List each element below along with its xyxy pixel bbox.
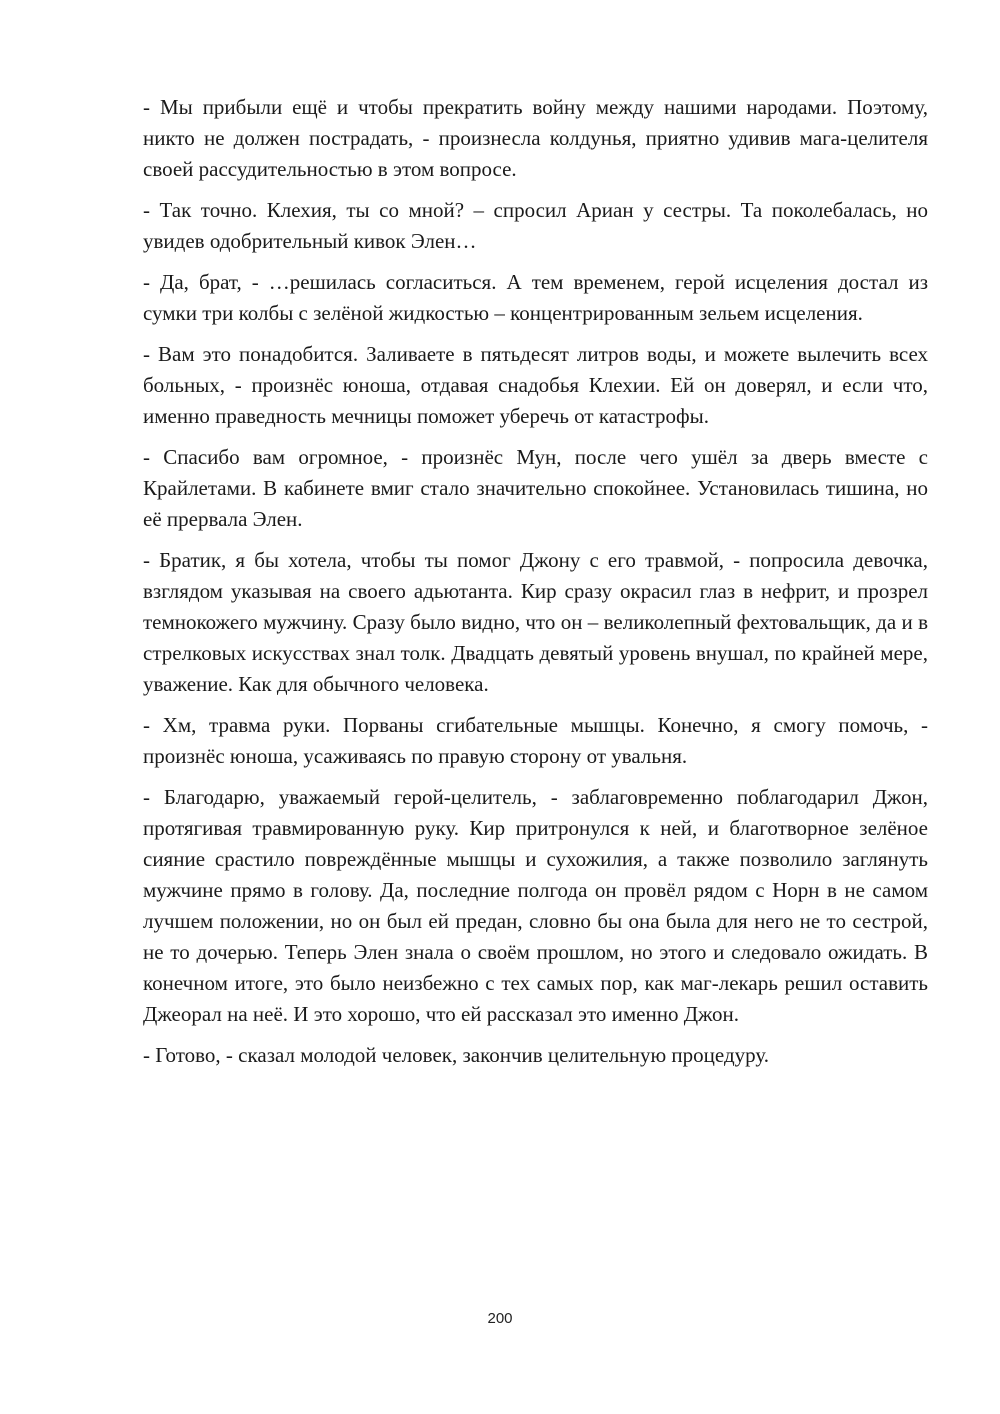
paragraph-7: - Хм, травма руки. Порваны сгибательные мышцы. Конечно, я смогу помочь, - произнёс юноша, усаживаясь по правую сторону от увальня. — [143, 713, 928, 768]
paragraph-8: - Благодарю, уважаемый герой-целитель, - заблаговременно поблагодарил Джон, протягивая травмированную руку. Кир притронулся к ней, и благотворное зелёное сияние срастило повреждённые мышцы и сухожилия, а также позволило заглянуть мужчине прямо в голову. Да, последние полгода он провёл рядом с Норн в не самом лучшем положении, но он был ей предан, словно бы она была для него не то сестрой, не то дочерью. Теперь Элен знала о своём прошлом, но этого и следовало ожидать. В конечном итоге, это было неизбежно с тех самых пор, как маг-лекарь решил оставить Джеорал на неё. И это хорошо, что ей рассказал это именно Джон. — [143, 785, 928, 1026]
paragraph-6: - Братик, я бы хотела, чтобы ты помог Джону с его травмой, - попросила девочка, взглядом указывая на своего адьютанта. Кир сразу окрасил глаз в нефрит, и прозрел темнокожего мужчину. Сразу было видно, что он – великолепный фехтовальщик, да и в стрелковых искусствах знал толк. Двадцать девятый уровень внушал, по крайней мере, уважение. Как для обычного человека. — [143, 548, 928, 696]
page-number: 200 — [487, 1310, 513, 1327]
document-body — [143, 92, 928, 1081]
paragraph-1: - Мы прибыли ещё и чтобы прекратить войну между нашими народами. Поэтому, никто не должен пострадать, - произнесла колдунья, приятно удивив мага-целителя своей рассудительностью в этом вопросе. — [143, 95, 928, 181]
paragraph-9: - Готово, - сказал молодой человек, закончив целительную процедуру. — [143, 1043, 770, 1067]
paragraph-2: - Так точно. Клехия, ты со мной? – спросил Ариан у сестры. Та поколебалась, но увидев одобрительный кивок Элен… — [143, 198, 928, 253]
paragraph-4: - Вам это понадобится. Заливаете в пятьдесят литров воды, и можете вылечить всех больных, - произнёс юноша, отдавая снадобья Клехии. Ей он доверял, и если что, именно праведность мечницы поможет уберечь от катастрофы. — [143, 342, 928, 428]
paragraph-5: - Спасибо вам огромное, - произнёс Мун, после чего ушёл за дверь вместе с Крайлетами. В кабинете вмиг стало значительно спокойнее. Установилась тишина, но её прервала Элен. — [143, 445, 928, 531]
paragraph-3: - Да, брат, - …решилась согласиться. А тем временем, герой исцеления достал из сумки три колбы с зелёной жидкостью – концентрированным зельем исцеления. — [143, 270, 928, 325]
